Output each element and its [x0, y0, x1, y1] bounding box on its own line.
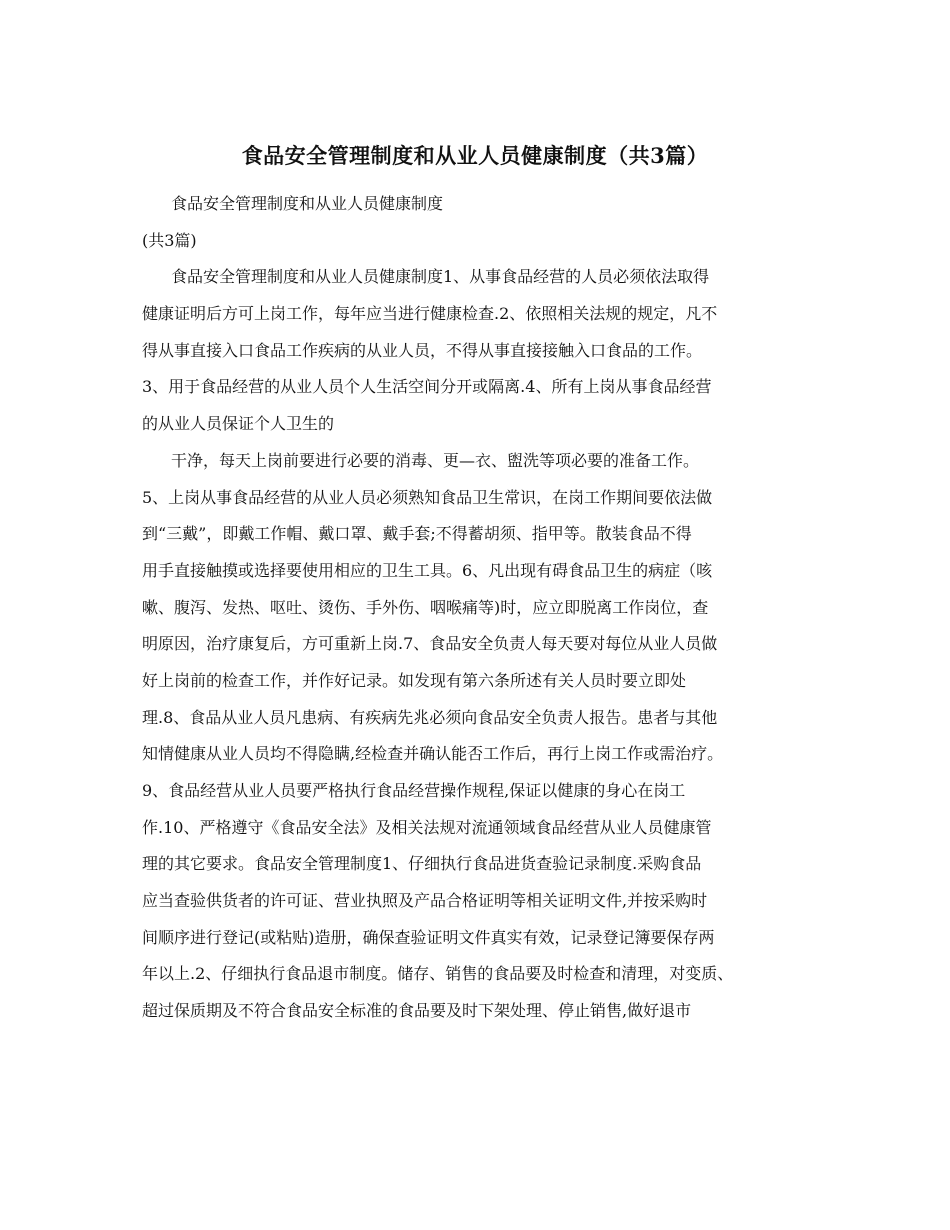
- text-line: 作.10、严格遵守《食品安全法》及相关法规对流通领域食品经营从业人员健康管: [142, 817, 712, 837]
- text-line: 理.8、食品从业人员凡患病、有疾病先兆必须向食品安全负责人报告。患者与其他: [142, 707, 718, 727]
- text-line: 嗽、腹泻、发热、呕吐、烫伤、手外伤、咽喉痛等)时，应立即脱离工作岗位，查: [142, 597, 709, 617]
- text-line: 健康证明后方可上岗工作，每年应当进行健康检查.2、依照相关法规的规定，凡不: [142, 304, 718, 324]
- text-line: 年以上.2、仔细执行食品退市制度。储存、销售的食品要及时检查和清理，对变质、: [142, 964, 734, 984]
- text-line: 好上岗前的检查工作，并作好记录。如发现有第六条所述有关人员时要立即处: [142, 670, 687, 690]
- text-line: 用手直接触摸或选择要使用相应的卫生工具。6、凡出现有碍食品卫生的病症（咳: [142, 560, 713, 580]
- text-line: 食品安全管理制度和从业人员健康制度1、从事食品经营的人员必须依法取得: [171, 267, 710, 287]
- text-line: 知情健康从业人员均不得隐瞒,经检查并确认能否工作后，再行上岗工作或需治疗。: [142, 744, 724, 764]
- text-line: (共3篇): [142, 230, 197, 250]
- text-line: 5、上岗从事食品经营的从业人员必须熟知食品卫生常识，在岗工作期间要依法做: [142, 487, 713, 507]
- text-line: 明原因，治疗康复后，方可重新上岗.7、食品安全负责人每天要对每位从业人员做: [142, 634, 718, 654]
- text-line: 干净，每天上岗前要进行必要的消毒、更—衣、盥洗等项必要的准备工作。: [171, 450, 700, 470]
- text-line: 间顺序进行登记(或粘贴)造册，确保查验证明文件真实有效，记录登记簿要保存两: [142, 927, 715, 947]
- text-line: 食品安全管理制度和从业人员健康制度: [171, 194, 444, 213]
- text-line: 理的其它要求。食品安全管理制度1、仔细执行食品进货查验记录制度.采购食品: [142, 854, 702, 874]
- document-body: [142, 186, 842, 1030]
- text-line: 超过保质期及不符合食品安全标准的食品要及时下架处理、停止销售,做好退市: [142, 1001, 692, 1021]
- text-line: 应当查验供货者的许可证、营业执照及产品合格证明等相关证明文件,并按采购时: [142, 891, 708, 911]
- text-line: 3、用于食品经营的从业人员个人生活空间分开或隔离.4、所有上岗从事食品经营: [142, 377, 712, 397]
- text-line: 的从业人员保证个人卫生的: [142, 414, 335, 434]
- document-title: 食品安全管理制度和从业人员健康制度（共3篇）: [241, 143, 709, 168]
- text-line: 得从事直接入口食品工作疾病的从业人员，不得从事直接接触入口食品的工作。: [142, 340, 703, 360]
- text-line: 9、食品经营从业人员要严格执行食品经营操作规程,保证以健康的身心在岗工: [142, 781, 686, 800]
- text-line: 到“三戴”，即戴工作帽、戴口罩、戴手套;不得蓄胡须、指甲等。散装食品不得: [142, 524, 692, 544]
